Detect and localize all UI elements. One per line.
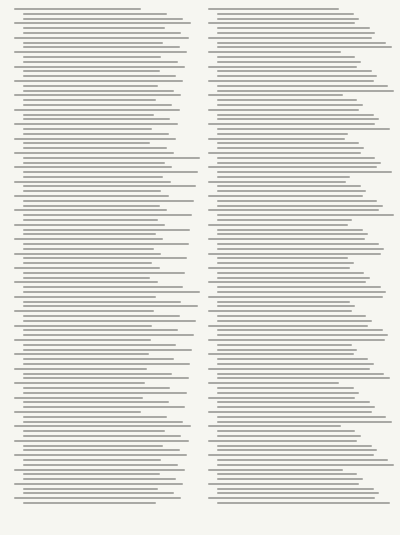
illegible-text-line	[217, 114, 374, 116]
illegible-text-line	[217, 185, 361, 187]
illegible-text-line	[217, 157, 375, 159]
illegible-text-line	[23, 13, 167, 15]
illegible-text-line	[217, 142, 359, 144]
illegible-text-line	[23, 377, 189, 379]
illegible-text-line	[23, 104, 172, 106]
illegible-text-line	[23, 214, 192, 216]
illegible-text-line	[23, 329, 178, 331]
illegible-text-line	[23, 349, 192, 351]
illegible-text-line	[14, 80, 183, 82]
illegible-text-line	[14, 123, 178, 125]
illegible-text-line	[217, 492, 379, 494]
illegible-text-line	[217, 205, 383, 207]
illegible-text-line	[217, 42, 386, 44]
illegible-text-line	[14, 152, 174, 154]
illegible-text-line	[217, 301, 350, 303]
illegible-text-line	[14, 166, 172, 168]
illegible-text-line	[217, 85, 388, 87]
illegible-text-line	[208, 224, 348, 226]
illegible-text-line	[14, 66, 185, 68]
illegible-text-line	[217, 421, 392, 423]
illegible-text-line	[217, 406, 375, 408]
illegible-text-line	[217, 459, 388, 461]
illegible-text-line	[23, 205, 160, 207]
left-column	[14, 8, 196, 507]
illegible-text-line	[23, 363, 190, 365]
illegible-text-line	[208, 497, 375, 499]
illegible-text-line	[217, 387, 354, 389]
illegible-text-line	[23, 435, 181, 437]
illegible-text-line	[217, 334, 388, 336]
illegible-text-line	[23, 286, 183, 288]
illegible-text-line	[208, 469, 343, 471]
illegible-text-line	[23, 344, 176, 346]
illegible-text-line	[23, 291, 200, 293]
illegible-text-line	[217, 61, 361, 63]
illegible-text-line	[23, 401, 169, 403]
illegible-text-line	[23, 176, 163, 178]
illegible-text-line	[208, 267, 350, 269]
illegible-text-line	[208, 94, 343, 96]
illegible-text-line	[208, 425, 341, 427]
illegible-text-line	[217, 219, 352, 221]
illegible-text-line	[217, 358, 368, 360]
illegible-text-line	[23, 229, 190, 231]
illegible-text-line	[14, 8, 141, 10]
illegible-text-line	[217, 377, 390, 379]
illegible-text-line	[23, 430, 165, 432]
illegible-text-line	[217, 373, 384, 375]
illegible-text-line	[23, 248, 154, 250]
illegible-text-line	[208, 411, 372, 413]
illegible-text-line	[208, 368, 370, 370]
illegible-text-line	[217, 13, 354, 15]
illegible-text-line	[217, 243, 379, 245]
illegible-text-line	[23, 90, 174, 92]
illegible-text-line	[23, 42, 163, 44]
illegible-text-line	[217, 464, 394, 466]
illegible-text-line	[23, 61, 178, 63]
illegible-text-line	[217, 416, 386, 418]
illegible-text-line	[217, 262, 354, 264]
illegible-text-line	[217, 75, 377, 77]
illegible-text-line	[14, 138, 176, 140]
illegible-text-line	[217, 162, 381, 164]
illegible-text-line	[14, 37, 189, 39]
illegible-text-line	[217, 32, 375, 34]
illegible-text-line	[208, 382, 339, 384]
illegible-text-line	[23, 233, 156, 235]
illegible-text-line	[217, 445, 372, 447]
illegible-text-line	[23, 373, 172, 375]
illegible-text-line	[23, 478, 176, 480]
illegible-text-line	[14, 469, 185, 471]
illegible-text-line	[208, 138, 345, 140]
illegible-text-line	[208, 166, 377, 168]
illegible-text-line	[23, 171, 198, 173]
illegible-text-line	[14, 397, 143, 399]
illegible-text-line	[23, 272, 185, 274]
illegible-text-line	[23, 473, 160, 475]
illegible-text-line	[208, 483, 359, 485]
illegible-text-line	[217, 190, 366, 192]
illegible-text-line	[217, 18, 359, 20]
illegible-text-line	[14, 224, 165, 226]
illegible-text-line	[217, 320, 372, 322]
illegible-text-line	[23, 32, 181, 34]
illegible-text-line	[217, 315, 366, 317]
illegible-text-line	[23, 243, 189, 245]
illegible-text-line	[217, 147, 364, 149]
illegible-text-line	[14, 339, 151, 341]
illegible-text-line	[14, 281, 158, 283]
illegible-text-line	[217, 430, 355, 432]
illegible-text-line	[217, 344, 352, 346]
illegible-text-line	[23, 334, 194, 336]
illegible-text-line	[208, 37, 372, 39]
illegible-text-line	[217, 277, 370, 279]
illegible-text-line	[208, 440, 357, 442]
illegible-text-line	[217, 286, 381, 288]
illegible-text-line	[23, 118, 170, 120]
illegible-text-line	[14, 368, 147, 370]
illegible-text-line	[14, 440, 189, 442]
illegible-text-line	[217, 56, 355, 58]
illegible-text-line	[23, 99, 156, 101]
illegible-text-line	[23, 392, 187, 394]
illegible-text-line	[23, 262, 152, 264]
illegible-text-line	[23, 18, 183, 20]
illegible-text-line	[217, 329, 383, 331]
illegible-text-line	[23, 421, 183, 423]
illegible-text-line	[14, 209, 167, 211]
illegible-text-line	[23, 185, 196, 187]
illegible-text-line	[208, 181, 346, 183]
illegible-text-line	[23, 387, 170, 389]
illegible-text-line	[217, 392, 359, 394]
illegible-text-line	[208, 253, 381, 255]
illegible-text-line	[14, 425, 191, 427]
illegible-text-line	[14, 310, 154, 312]
illegible-text-line	[208, 195, 363, 197]
illegible-text-line	[217, 248, 384, 250]
illegible-text-line	[217, 27, 370, 29]
illegible-text-line	[14, 181, 171, 183]
illegible-text-line	[14, 109, 180, 111]
illegible-text-line	[217, 104, 363, 106]
illegible-text-line	[14, 22, 191, 24]
illegible-text-line	[23, 358, 174, 360]
illegible-text-line	[217, 229, 363, 231]
illegible-text-line	[208, 454, 374, 456]
illegible-text-line	[23, 200, 194, 202]
illegible-text-line	[23, 315, 180, 317]
illegible-text-line	[23, 75, 176, 77]
illegible-text-line	[23, 488, 158, 490]
illegible-text-line	[14, 382, 145, 384]
illegible-text-line	[23, 190, 161, 192]
illegible-text-line	[208, 8, 339, 10]
illegible-text-line	[14, 454, 187, 456]
illegible-text-line	[208, 109, 359, 111]
illegible-text-line	[23, 85, 158, 87]
illegible-text-line	[217, 214, 394, 216]
illegible-text-line	[208, 51, 341, 53]
illegible-text-line	[217, 171, 392, 173]
illegible-text-line	[23, 147, 167, 149]
illegible-text-line	[14, 238, 163, 240]
illegible-text-line	[14, 94, 181, 96]
illegible-text-line	[23, 56, 161, 58]
illegible-text-line	[217, 363, 374, 365]
illegible-text-line	[217, 478, 363, 480]
illegible-text-line	[23, 70, 160, 72]
illegible-text-line	[217, 176, 350, 178]
illegible-text-line	[23, 464, 178, 466]
illegible-text-line	[14, 51, 187, 53]
illegible-text-line	[23, 445, 163, 447]
illegible-text-line	[23, 27, 165, 29]
illegible-text-line	[23, 416, 167, 418]
illegible-text-line	[217, 233, 368, 235]
illegible-text-line	[23, 46, 180, 48]
illegible-text-line	[217, 133, 348, 135]
illegible-text-line	[217, 488, 374, 490]
illegible-text-line	[23, 492, 174, 494]
illegible-text-line	[208, 22, 355, 24]
illegible-text-line	[217, 291, 386, 293]
illegible-text-line	[23, 459, 161, 461]
illegible-text-line	[14, 195, 169, 197]
illegible-text-line	[217, 118, 379, 120]
illegible-text-line	[208, 296, 383, 298]
illegible-text-line	[208, 152, 361, 154]
illegible-text-line	[208, 325, 368, 327]
illegible-text-line	[217, 90, 394, 92]
illegible-text-line	[208, 209, 379, 211]
illegible-text-line	[217, 305, 355, 307]
illegible-text-line	[217, 46, 392, 48]
illegible-text-line	[23, 162, 165, 164]
illegible-text-line	[14, 267, 160, 269]
illegible-text-line	[208, 80, 374, 82]
illegible-text-line	[208, 66, 357, 68]
illegible-text-line	[23, 128, 152, 130]
illegible-text-line	[208, 339, 385, 341]
illegible-text-line	[217, 257, 348, 259]
illegible-text-line	[217, 70, 372, 72]
illegible-text-line	[23, 257, 187, 259]
illegible-text-line	[217, 272, 364, 274]
illegible-text-line	[23, 219, 158, 221]
illegible-text-line	[14, 253, 161, 255]
illegible-text-line	[14, 497, 181, 499]
illegible-text-line	[217, 349, 357, 351]
illegible-text-line	[217, 401, 370, 403]
illegible-text-line	[23, 406, 185, 408]
illegible-text-line	[23, 114, 154, 116]
illegible-text-line	[23, 157, 200, 159]
illegible-text-line	[14, 325, 152, 327]
illegible-text-line	[217, 128, 390, 130]
illegible-text-line	[208, 310, 352, 312]
illegible-text-line	[217, 99, 357, 101]
illegible-text-line	[23, 305, 198, 307]
illegible-text-line	[23, 277, 150, 279]
illegible-text-line	[23, 320, 196, 322]
illegible-text-line	[23, 301, 181, 303]
illegible-text-line	[23, 133, 169, 135]
illegible-text-line	[14, 353, 149, 355]
illegible-text-line	[14, 411, 141, 413]
illegible-text-line	[14, 483, 183, 485]
illegible-text-line	[23, 142, 150, 144]
illegible-text-line	[217, 473, 357, 475]
illegible-text-line	[208, 281, 366, 283]
illegible-text-line	[208, 397, 355, 399]
illegible-text-line	[23, 502, 156, 504]
illegible-text-line	[208, 353, 354, 355]
illegible-text-line	[217, 449, 377, 451]
illegible-text-line	[217, 200, 377, 202]
illegible-text-line	[14, 296, 156, 298]
illegible-text-line	[23, 449, 180, 451]
illegible-text-line	[208, 238, 365, 240]
illegible-text-line	[217, 435, 361, 437]
illegible-text-line	[217, 502, 390, 504]
illegible-text-line	[208, 123, 375, 125]
right-column	[208, 8, 390, 507]
